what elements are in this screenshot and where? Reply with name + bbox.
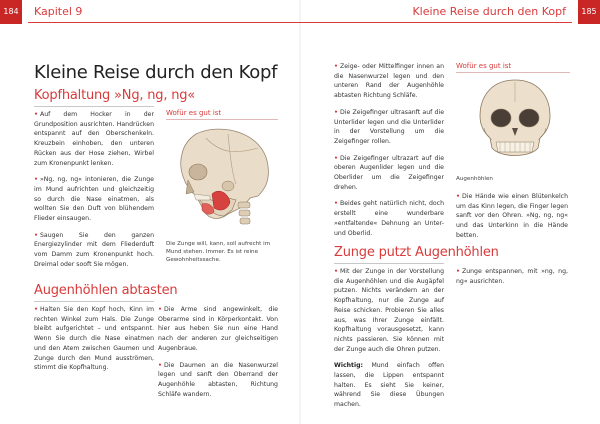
list-item: • »Ng, ng, ng« intonieren, die Zunge im Mund aufrichten und gleichzeitig so durch die Nase einatmen, als wollten Sie den Duft von blühendem Flieder einsaugen. [34, 176, 154, 223]
bullet-icon: • [456, 268, 460, 275]
section-title-zunge: Zunge putzt Augenhöhlen [334, 245, 499, 260]
left-header-rule [28, 22, 300, 23]
section-rule [334, 263, 444, 264]
list-item: • Zeige- oder Mittelfinger innen an die Nasenwurzel legen und den unteren Rand der Augenhöhle abtasten Richtung Schläfe. [334, 63, 444, 100]
right-header-rule [300, 22, 572, 23]
note: Wichtig: Mund einfach offen lassen, die Lippen entspannt halten. Es sieht Sie keiner, während Sie diese Übungen machen. [334, 362, 444, 409]
left-running-head: Kapitel 9 [34, 5, 83, 18]
note-label: Wichtig: [334, 362, 364, 370]
why-caption: Augenhöhlen [456, 176, 493, 182]
bullet-icon: • [34, 111, 38, 118]
bullet-icon: • [34, 231, 38, 239]
section-rule [34, 106, 154, 107]
list-item: • Zunge entspannen, mit »ng, ng, ng« ausrichten. [456, 268, 568, 285]
bullet-icon: • [334, 268, 338, 275]
bullet-icon: • [34, 306, 38, 313]
section3-body [334, 267, 444, 417]
list-item: • Die Daumen an die Nasenwurzel legen und sanft den Oberrand der Augenhöhle abtasten, Richtung Schläfe wandern. [158, 361, 278, 398]
bullet-icon: • [334, 200, 338, 208]
right-col1-body [334, 62, 444, 245]
section2-col1 [34, 305, 154, 380]
section3-side [456, 267, 568, 293]
list-item: • Die Zeigefinger ultrazart auf die oberen Augenlider legen und die Oberlider um die Zeigefinger drehen. [334, 154, 444, 191]
page-gutter [299, 0, 301, 424]
why-rule [166, 119, 278, 120]
right-running-head: Kleine Reise durch den Kopf [412, 5, 566, 18]
bullet-icon: • [158, 306, 162, 313]
right-page-number: 185 [578, 0, 600, 24]
page-title: Kleine Reise durch den Kopf [34, 62, 278, 83]
bullet-icon: • [34, 176, 38, 184]
section-title-augenhoehlen: Augenhöhlen abtasten [34, 283, 178, 298]
list-item: • Halten Sie den Kopf hoch, Kinn im rechten Winkel zum Hals. Die Zunge bleibt aufgerichtet – und entspannt. Wenn Sie durch die Nase einatmen und den Atem zwischen Gaumen und Zunge durch den Mund ausströmen, stimmt die Kopfhaltung. [34, 306, 154, 372]
list-item: • Die Hände wie einen Blütenkelch um das Kinn legen, die Finger legen sanft vor den Ohren. »Ng, ng, ng« und das Unterkinn in die Hände betten. [456, 193, 568, 239]
list-item: • Saugen Sie den ganzen Energiezylinder mit dem Fliederduft vom Damm zum Kronenpunkt hoch. Dreimal oder sooft Sie mögen. [34, 231, 154, 268]
section-rule [34, 301, 154, 302]
list-item: • Auf dem Hocker in der Grundposition ausrichten. Handrücken entspannt auf den Oberschenkeln. Kreuzbein einhoben, den unteren Rücken aus der Hose ziehen, Wirbel zum Kronenpunkt lenken. [34, 111, 154, 167]
skull-front-illustration [470, 76, 560, 166]
section1-body [34, 110, 154, 277]
list-item: • Mit der Zunge in der Vorstellung die Augenhöhlen und die Augäpfel putzen. Nichts verändern an der Kopfhaltung, nur die Zunge auf Reise schicken. Probieren Sie alles aus, was Ihrer Zunge einfällt. Kopfhaltung vorausgesetzt, kann nichts passieren. Sie können mit der Zunge auch die Ohren putzen. [334, 268, 444, 353]
bullet-icon: • [456, 193, 460, 200]
why-label: Wofür es gut ist [166, 109, 222, 117]
bullet-icon: • [334, 108, 338, 116]
bullet-icon: • [334, 154, 338, 162]
list-item: • Die Arme sind angewinkelt, die Oberarme sind in Körperkontakt. Von hier aus heben Sie nun eine Hand nach der anderen zur gleichseitigen Augenbraue. [158, 306, 278, 352]
bullet-icon: • [158, 361, 162, 369]
skull-side-illustration [166, 124, 278, 232]
why-caption: Die Zunge will, kann, soll aufrecht im Mund stehen. Immer. Es ist reine Gewohnheitssache. [166, 241, 271, 263]
section2-col2 [158, 305, 278, 406]
list-item: • Die Zeigefinger ultrasanft auf die Unterlider legen und die Unterlider in der Vorstellung um die Zeigefinger rollen. [334, 108, 444, 145]
right-col2-body [456, 192, 568, 248]
section-title-kopfhaltung: Kopfhaltung »Ng, ng, ng« [34, 88, 196, 103]
list-item: • Beides geht natürlich nicht, doch erstellt eine wunderbare »entfaltende« Dehnung an Unter- und Oberlid. [334, 200, 444, 237]
why-rule [456, 72, 570, 73]
bullet-icon: • [334, 63, 338, 70]
why-label: Wofür es gut ist [456, 62, 512, 70]
left-page-number: 184 [0, 0, 22, 24]
